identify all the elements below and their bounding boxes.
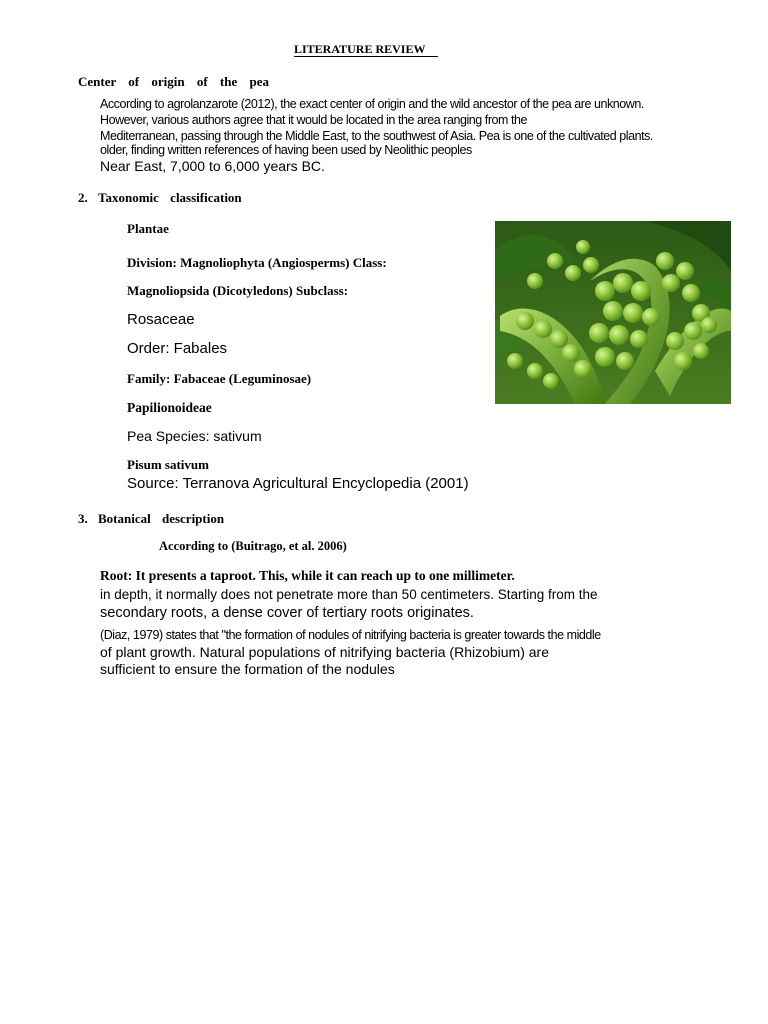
origin-line-4: older, finding written references of having been used by Neolithic peoples bbox=[100, 143, 472, 157]
pea bbox=[616, 352, 634, 370]
section-title: Botanical description bbox=[98, 511, 225, 526]
taxon-order: Order: Fabales bbox=[127, 340, 228, 357]
pea bbox=[516, 312, 534, 330]
taxon-class: Magnoliopsida (Dicotyledons) Subclass: bbox=[127, 283, 349, 298]
pea bbox=[550, 330, 568, 348]
pea bbox=[565, 265, 581, 281]
pea bbox=[623, 303, 643, 323]
pea bbox=[662, 274, 680, 292]
section-title: Taxonomic classification bbox=[98, 190, 242, 205]
pea bbox=[543, 373, 559, 389]
root-heading: Root: It presents a taproot. This, while it can reach up to one millimeter. bbox=[100, 568, 515, 583]
pea bbox=[574, 360, 592, 378]
origin-line-3: Mediterranean, passing through the Middle East, to the southwest of Asia. Pea is one of the cultivated plants. bbox=[100, 129, 653, 143]
pea bbox=[595, 347, 615, 367]
taxonomy-source: Source: Terranova Agricultural Encyclopedia (2001) bbox=[127, 475, 469, 492]
heading-center-of-origin: Center of origin of the pea bbox=[78, 74, 269, 89]
pea bbox=[576, 240, 590, 254]
origin-line-1: According to agrolanzarote (2012), the exact center of origin and the wild ancestor of the pea are unknown. bbox=[100, 97, 644, 111]
root-line-1: in depth, it normally does not penetrate more than 50 centimeters. Starting from the bbox=[100, 587, 598, 602]
pea bbox=[701, 317, 717, 333]
taxon-family: Family: Fabaceae (Leguminosae) bbox=[127, 371, 312, 386]
taxon-species: Pea Species: sativum bbox=[127, 428, 262, 444]
pea bbox=[666, 332, 684, 350]
section-number: 3. bbox=[78, 511, 88, 526]
pea bbox=[656, 252, 674, 270]
pea bbox=[595, 281, 615, 301]
title-underline bbox=[294, 56, 438, 57]
pea bbox=[676, 262, 694, 280]
taxon-kingdom: Plantae bbox=[127, 221, 169, 236]
pea bbox=[583, 257, 599, 273]
document-title: LITERATURE REVIEW bbox=[294, 42, 426, 56]
pea bbox=[682, 284, 700, 302]
pea-pods-illustration bbox=[495, 221, 731, 404]
taxon-division: Division: Magnoliophyta (Angiosperms) Class: bbox=[127, 255, 387, 270]
heading-botanical-description bbox=[78, 511, 224, 527]
section-number: 2. bbox=[78, 190, 88, 205]
pea bbox=[527, 273, 543, 289]
pea bbox=[693, 343, 709, 359]
pea bbox=[630, 330, 648, 348]
root-line-3: (Diaz, 1979) states that "the formation of nodules of nitrifying bacteria is greater towards the middle bbox=[100, 628, 601, 642]
pea bbox=[603, 301, 623, 321]
taxon-binomial: Pisum sativum bbox=[127, 457, 209, 472]
pea bbox=[609, 325, 629, 345]
pea bbox=[534, 320, 552, 338]
pea bbox=[562, 344, 580, 362]
taxon-subfamily: Papilionoideae bbox=[127, 400, 212, 415]
pea bbox=[613, 273, 633, 293]
pea bbox=[684, 322, 702, 340]
pea bbox=[547, 253, 563, 269]
pea-pods-photo bbox=[495, 221, 731, 404]
pea bbox=[507, 353, 523, 369]
pea bbox=[589, 323, 609, 343]
origin-line-5: Near East, 7,000 to 6,000 years BC. bbox=[100, 158, 325, 174]
root-line-2: secondary roots, a dense cover of tertiary roots originates. bbox=[100, 605, 474, 621]
pea bbox=[527, 363, 543, 379]
pea bbox=[631, 281, 651, 301]
taxon-subclass: Rosaceae bbox=[127, 311, 195, 328]
botanical-source-subheading: According to (Buitrago, et al. 2006) bbox=[159, 539, 347, 553]
pea bbox=[642, 308, 660, 326]
root-line-4: of plant growth. Natural populations of nitrifying bacteria (Rhizobium) are bbox=[100, 644, 550, 660]
pea bbox=[674, 352, 692, 370]
root-line-5: sufficient to ensure the formation of the nodules bbox=[100, 661, 395, 677]
origin-line-2: However, various authors agree that it would be located in the area ranging from the bbox=[100, 113, 528, 127]
heading-taxonomic-classification bbox=[78, 190, 242, 206]
